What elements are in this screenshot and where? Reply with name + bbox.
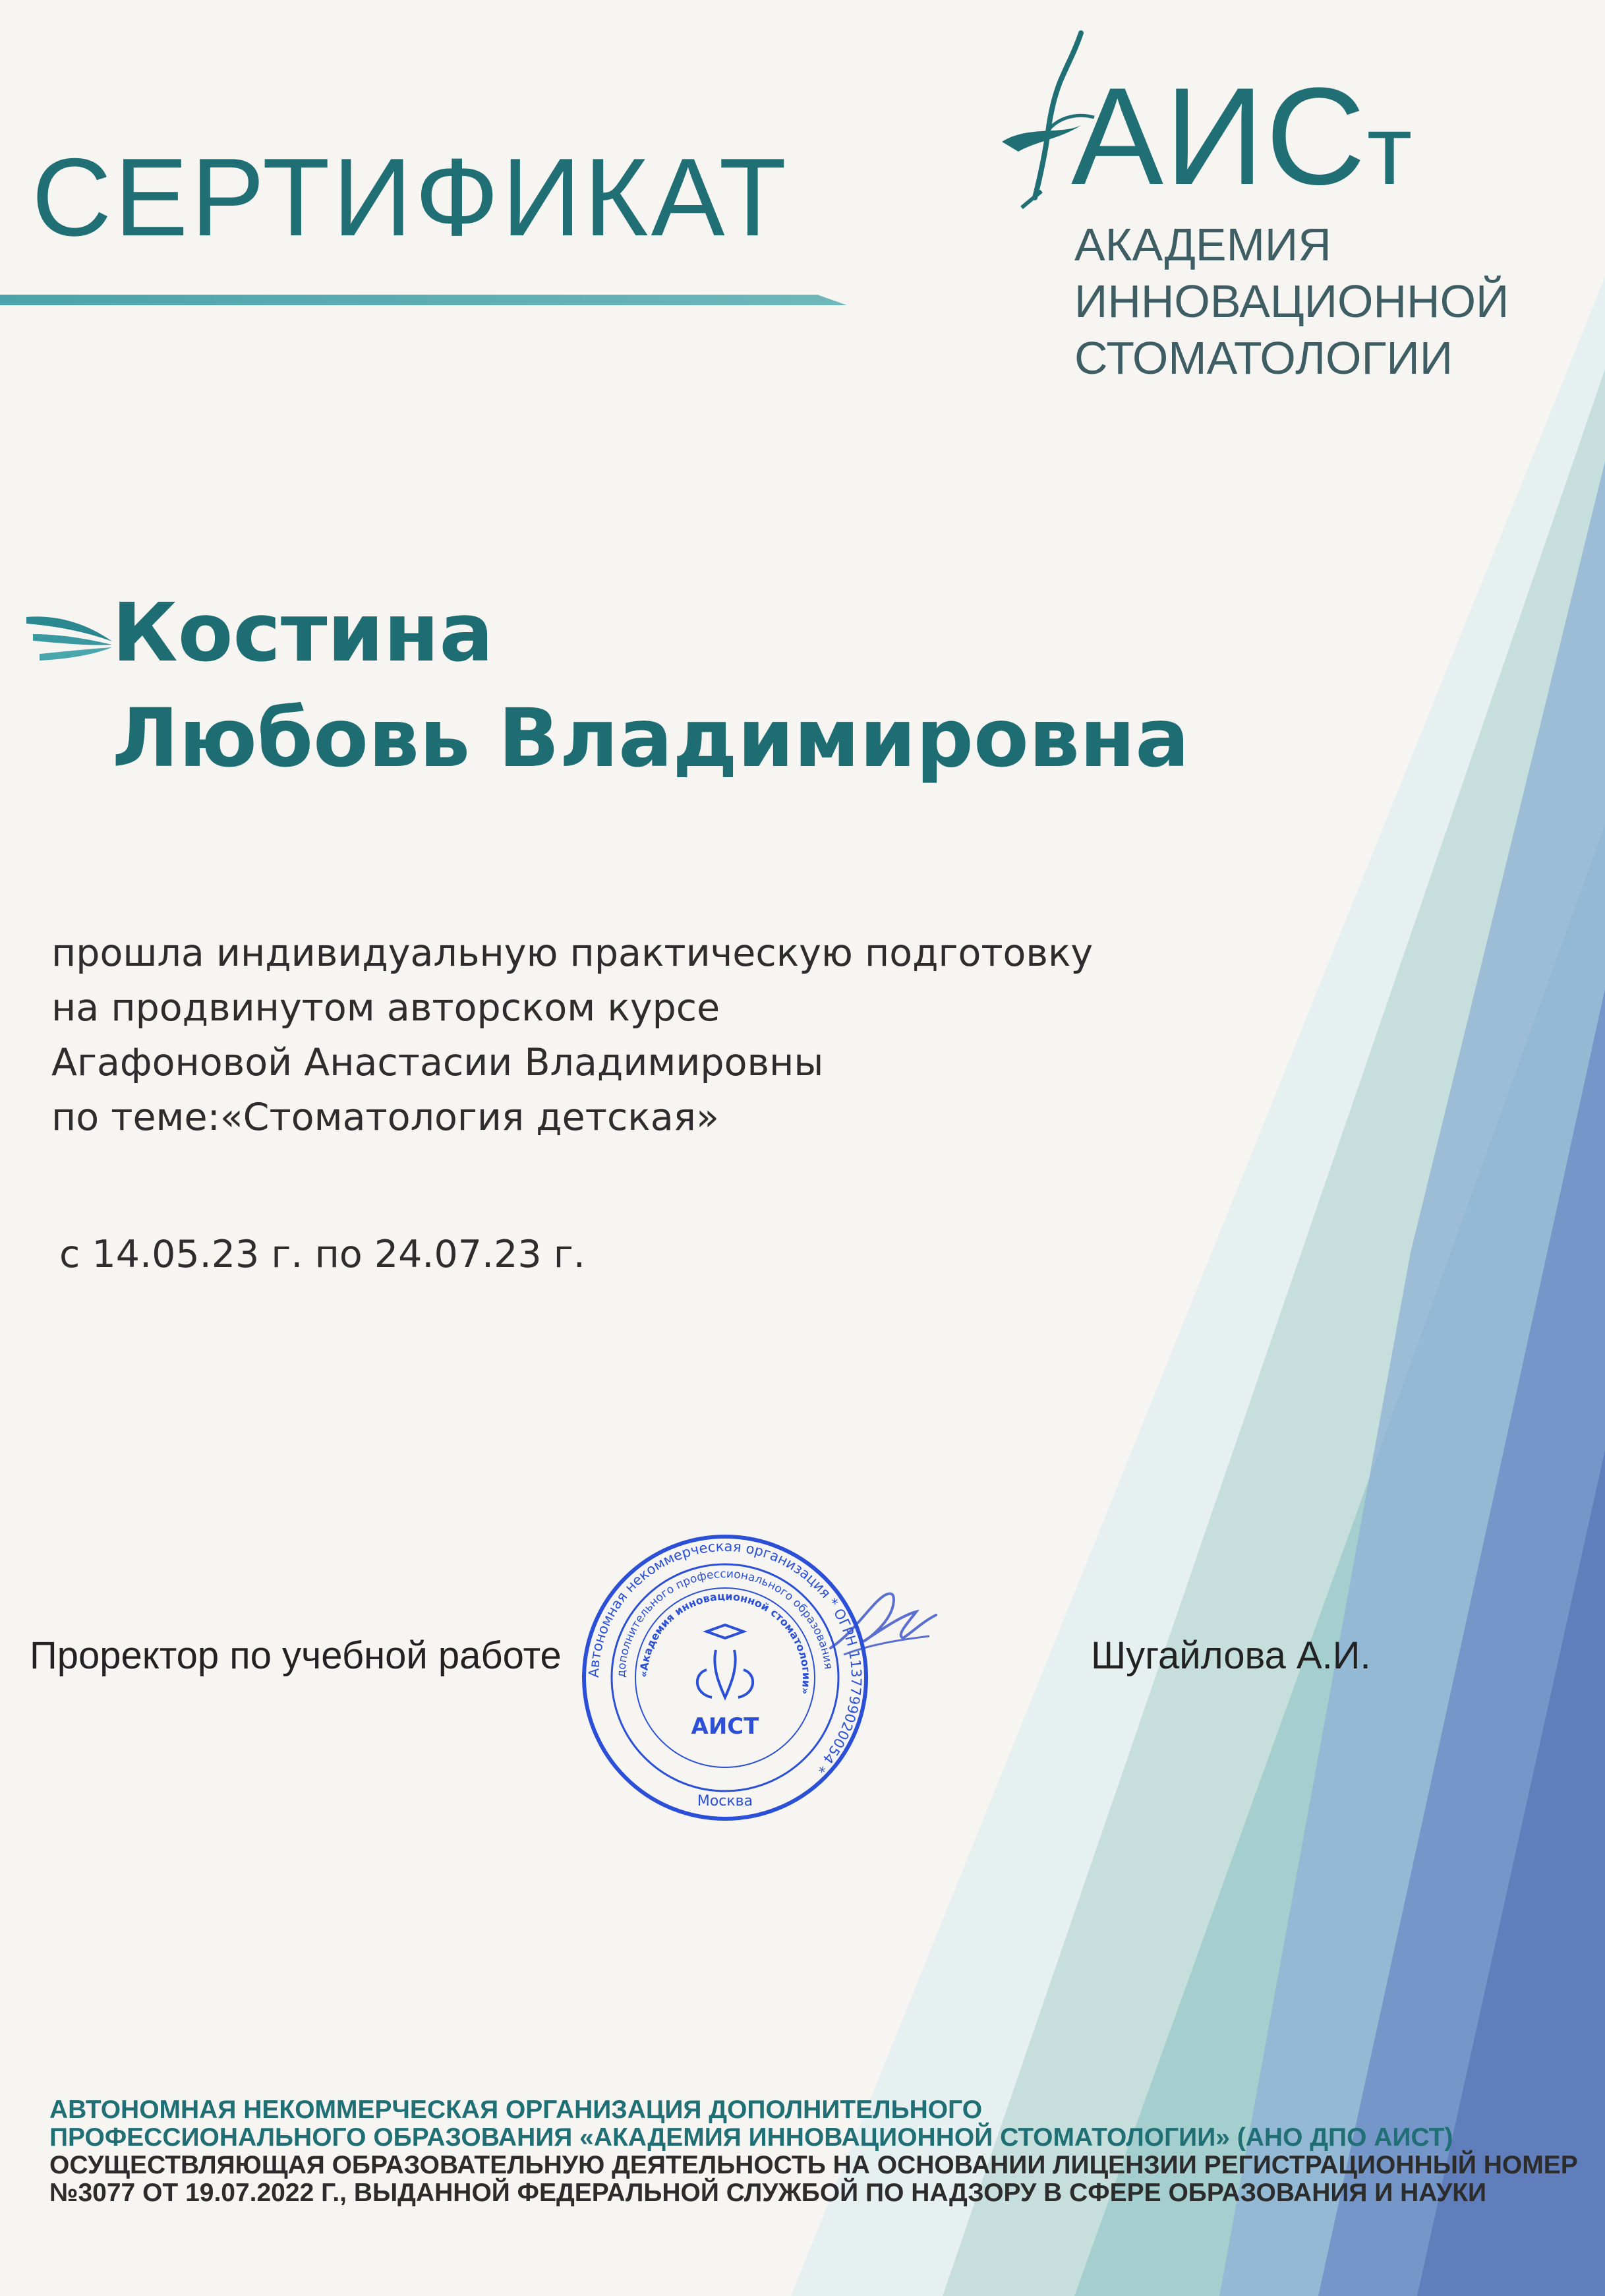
course-dates: с 14.05.23 г. по 24.07.23 г. <box>59 1233 585 1276</box>
footer-line: ПРОФЕССИОНАЛЬНОГО ОБРАЗОВАНИЯ «АКАДЕМИЯ ИННОВАЦИОННОЙ СТОМАТОЛОГИИ» (АНО ДПО АИСТ) <box>49 2123 1453 2152</box>
course-line: на продвинутом авторском курсе <box>51 986 720 1030</box>
topic-prefix: по теме: <box>51 1096 220 1139</box>
course-description <box>51 926 1093 1145</box>
course-line: Агафоновой Анастасии Владимировны <box>51 1041 824 1084</box>
recipient-given-names: Любовь Владимировна <box>112 692 1190 785</box>
official-seal <box>580 1533 870 1823</box>
footer-license-info <box>49 2096 1578 2207</box>
signatory-name: Шугайлова А.И. <box>1091 1634 1371 1677</box>
footer-line: №3077 ОТ 19.07.2022 Г., ВЫДАННОЙ ФЕДЕРАЛЬНОЙ СЛУЖБОЙ ПО НАДЗОРУ В СФЕРЕ ОБРАЗОВАНИЯ И НАУКИ <box>49 2179 1487 2207</box>
logo-wordmark-small: т <box>1366 94 1414 205</box>
seal-city: Москва <box>697 1793 753 1810</box>
course-line: прошла индивидуальную практическую подготовку <box>51 931 1094 975</box>
logo-wordmark-main: АИС <box>1071 59 1367 214</box>
footer-line: АВТОНОМНАЯ НЕКОММЕРЧЕСКАЯ ОРГАНИЗАЦИЯ ДОПОЛНИТЕЛЬНОГО <box>49 2096 983 2124</box>
svg-text:«Академия инновационной стомат <box>637 1590 813 1695</box>
logo-subtitle-line: АКАДЕМИЯ <box>1074 219 1331 270</box>
logo-subtitle-line: СТОМАТОЛОГИИ <box>1074 332 1453 384</box>
footer-line: ОСУЩЕСТВЛЯЮЩАЯ ОБРАЗОВАТЕЛЬНУЮ ДЕЯТЕЛЬНОСТЬ НА ОСНОВАНИИ ЛИЦЕНЗИИ РЕГИСТРАЦИОННЫЙ НОМЕР <box>49 2151 1578 2179</box>
seal-inner-text: дополнительного профессионального образования <box>614 1567 835 1678</box>
certificate-title: СЕРТИФИКАТ <box>32 135 790 259</box>
signatory-role: Проректор по учебной работе <box>30 1634 562 1677</box>
seal-center-text: «Академия инновационной стоматологии» <box>637 1589 813 1696</box>
recipient-surname: Костина <box>112 586 494 680</box>
seal-stork-emblem <box>697 1625 753 1697</box>
logo-wordmark <box>1071 59 1414 214</box>
logo-subtitle <box>1074 216 1509 386</box>
wing-icon <box>26 612 119 671</box>
seal-outer-text: Автономная некоммерческая организация * ОГРН 1137799020054 * <box>585 1538 865 1776</box>
title-underline <box>0 295 847 305</box>
recipient-name <box>112 580 1190 791</box>
seal-name: АИСТ <box>691 1713 759 1740</box>
course-topic-line <box>51 1090 1093 1145</box>
topic-name: «Стоматология детская» <box>219 1096 719 1139</box>
logo-subtitle-line: ИННОВАЦИОННОЙ <box>1074 276 1509 327</box>
